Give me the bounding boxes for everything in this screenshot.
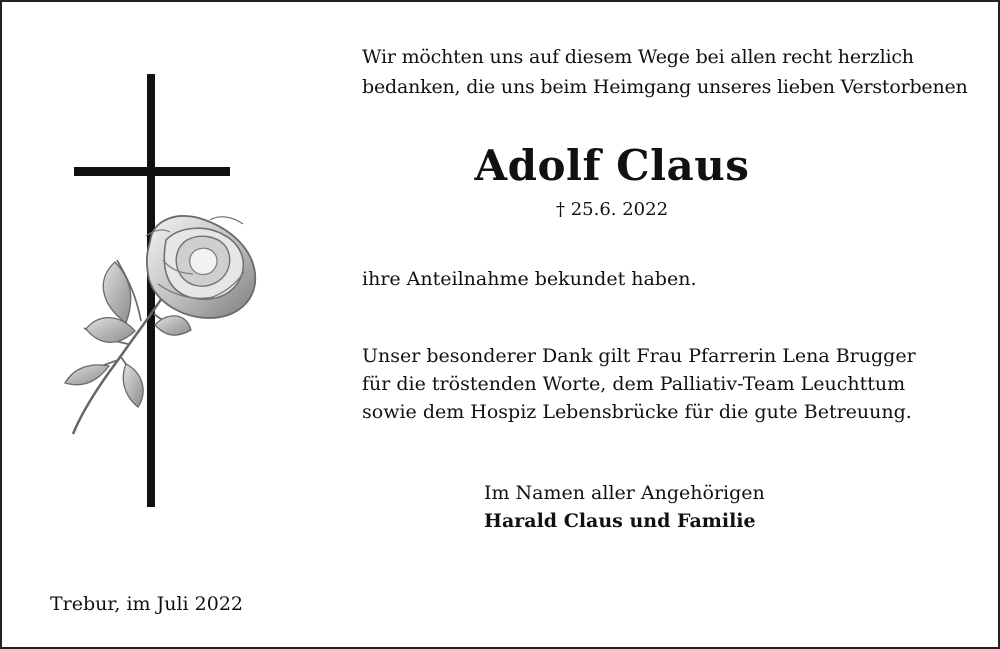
- signature-block: [484, 479, 904, 535]
- thanks-line: für die tröstenden Worte, dem Palliativ-Team Leuchttum: [362, 373, 906, 395]
- death-date: † 25.6. 2022: [555, 199, 669, 220]
- special-thanks: [362, 342, 952, 426]
- intro-line: Wir möchten uns auf diesem Wege bei allen recht herzlich: [362, 46, 914, 68]
- cross-icon: [74, 167, 230, 176]
- intro-message: [362, 42, 968, 102]
- thanks-line: sowie dem Hospiz Lebensbrücke für die gute Betreuung.: [362, 401, 912, 423]
- signature-intro: Im Namen aller Angehörigen: [484, 482, 765, 504]
- continuation-text: ihre Anteilnahme bekundet haben.: [362, 268, 697, 290]
- thanks-line: Unser besonderer Dank gilt Frau Pfarrerin Lena Brugger: [362, 345, 916, 367]
- rose-icon: [42, 202, 272, 442]
- deceased-name: Adolf Claus: [474, 141, 750, 190]
- intro-line: bedanken, die uns beim Heimgang unseres lieben Verstorbenen: [362, 76, 968, 98]
- place-date: Trebur, im Juli 2022: [50, 593, 244, 615]
- signature-name: Harald Claus und Familie: [484, 510, 756, 532]
